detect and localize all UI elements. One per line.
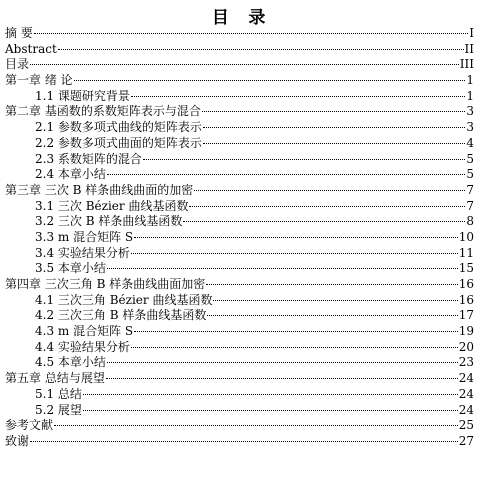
dot-leader <box>131 347 458 348</box>
toc-entry-page: 20 <box>458 339 474 354</box>
toc-entry-page: 5 <box>466 151 474 166</box>
dot-leader <box>134 331 458 332</box>
toc-entry-label: 4.4 实验结果分析 <box>35 339 130 354</box>
toc-entry-page: 7 <box>466 182 474 197</box>
toc-entry-page: 25 <box>458 418 474 433</box>
toc-entry-page: 23 <box>458 355 474 370</box>
toc-entry[interactable] <box>0 261 484 277</box>
toc-entry-page: 15 <box>458 261 474 276</box>
dot-leader <box>202 111 466 112</box>
toc-entry-page: 11 <box>458 245 474 260</box>
toc-entry[interactable] <box>0 308 484 324</box>
toc-entry-page: 24 <box>458 386 474 401</box>
dot-leader <box>143 159 465 160</box>
toc-entry[interactable] <box>0 340 484 356</box>
toc-entry-label: 5.1 总结 <box>35 386 82 401</box>
toc-entry-page: 24 <box>458 371 474 386</box>
toc-entry[interactable] <box>0 183 484 199</box>
dot-leader <box>189 206 465 207</box>
toc-entry-page: 10 <box>458 229 474 244</box>
toc-entry-label: 参考文献 <box>5 418 54 433</box>
toc-entry-page: 1 <box>466 73 474 88</box>
toc-entry-page: 3 <box>466 104 474 119</box>
toc-entry-label: 1.1 课题研究背景 <box>35 88 130 103</box>
toc-entry-page: I <box>469 26 474 40</box>
toc-entry-label: Abstract <box>5 41 57 56</box>
toc-entry[interactable] <box>0 418 484 434</box>
dot-leader <box>106 378 458 379</box>
dot-leader <box>131 253 458 254</box>
toc-entry-page: 17 <box>458 308 474 323</box>
dot-leader <box>107 268 458 269</box>
toc-entry[interactable] <box>0 104 484 120</box>
dot-leader <box>131 96 465 97</box>
toc-entry-page: 1 <box>466 88 474 103</box>
dot-leader <box>134 237 458 238</box>
toc-entry[interactable] <box>0 434 484 450</box>
toc-entry-label: 摘 要 <box>5 26 33 40</box>
toc-entry-page: II <box>464 41 474 56</box>
toc-entry-label: 2.2 参数多项式曲面的矩阵表示 <box>35 135 202 150</box>
toc-entry[interactable] <box>0 403 484 419</box>
toc-entry-page: 3 <box>466 120 474 135</box>
dot-leader <box>54 425 458 426</box>
toc-entry-label: 2.3 系数矩阵的混合 <box>35 151 142 166</box>
dot-leader <box>74 80 466 81</box>
toc-entry-label: 3.2 三次 B 样条曲线基函数 <box>35 214 183 229</box>
toc-entry[interactable] <box>0 26 484 42</box>
toc-entry[interactable] <box>0 277 484 293</box>
dot-leader <box>107 362 458 363</box>
toc-entry-label: 4.3 m 混合矩阵 S <box>35 324 134 339</box>
dot-leader <box>58 49 464 50</box>
toc-entry-page: 19 <box>458 324 474 339</box>
toc-entry-label: 第五章 总结与展望 <box>5 371 105 386</box>
toc-entry-label: 3.1 三次 Bézier 曲线基函数 <box>35 198 189 213</box>
toc-entry-label: 2.1 参数多项式曲线的矩阵表示 <box>35 120 202 135</box>
toc-entry-label: 3.3 m 混合矩阵 S <box>35 229 134 244</box>
toc-entry-label: 4.1 三次三角 Bézier 曲线基函数 <box>35 292 213 307</box>
toc-entry-label: 第二章 基函数的系数矩阵表示与混合 <box>5 104 201 119</box>
dot-leader <box>203 143 465 144</box>
dot-leader <box>183 221 465 222</box>
dot-leader <box>30 441 458 442</box>
toc-entry-page: 7 <box>466 198 474 213</box>
toc-entry-page: III <box>459 57 474 72</box>
dot-leader <box>107 174 465 175</box>
toc-entry-page: 8 <box>466 214 474 229</box>
toc-entry[interactable] <box>0 42 484 58</box>
toc-entry-label: 2.4 本章小结 <box>35 167 106 182</box>
toc-entry[interactable] <box>0 387 484 403</box>
toc-entry[interactable] <box>0 136 484 152</box>
toc-entry-label: 目录 <box>5 57 30 72</box>
toc-entry-page: 16 <box>458 277 474 291</box>
toc-entry[interactable] <box>0 89 484 105</box>
toc-title: 目 录 <box>211 8 273 28</box>
toc-entry[interactable] <box>0 246 484 262</box>
dot-leader <box>30 64 459 65</box>
toc-entry[interactable] <box>0 293 484 309</box>
toc-entry-label: 4.5 本章小结 <box>35 355 106 370</box>
toc-entry[interactable] <box>0 324 484 340</box>
toc-entry-label: 第一章 绪 论 <box>5 73 73 88</box>
toc-entry-label: 4.2 三次三角 B 样条曲线基函数 <box>35 308 207 323</box>
toc-entry[interactable] <box>0 73 484 89</box>
dot-leader <box>213 300 457 301</box>
dot-leader <box>83 410 458 411</box>
toc-entry-page: 16 <box>458 292 474 307</box>
toc-entry[interactable] <box>0 199 484 215</box>
toc-entry[interactable] <box>0 371 484 387</box>
dot-leader <box>207 315 457 316</box>
dot-leader <box>206 284 457 285</box>
toc-entry[interactable] <box>0 167 484 183</box>
toc-entry-page: 5 <box>466 167 474 182</box>
toc-entry[interactable] <box>0 57 484 73</box>
toc-entry[interactable] <box>0 120 484 136</box>
dot-leader <box>194 190 465 191</box>
toc-entry[interactable] <box>0 214 484 230</box>
toc-entry-page: 24 <box>458 402 474 417</box>
table-of-contents <box>0 26 484 450</box>
toc-entry[interactable] <box>0 230 484 246</box>
toc-entry-label: 5.2 展望 <box>35 402 82 417</box>
dot-leader <box>34 33 468 34</box>
toc-entry-label: 第三章 三次 B 样条曲线曲面的加密 <box>5 182 194 197</box>
toc-entry-label: 第四章 三次三角 B 样条曲线曲面加密 <box>5 277 206 291</box>
toc-entry-page: 27 <box>458 433 474 448</box>
toc-entry-label: 3.4 实验结果分析 <box>35 245 130 260</box>
toc-entry[interactable] <box>0 355 484 371</box>
toc-entry-page: 4 <box>466 135 474 150</box>
dot-leader <box>83 394 458 395</box>
toc-entry[interactable] <box>0 152 484 168</box>
toc-entry-label: 3.5 本章小结 <box>35 261 106 276</box>
toc-entry-label: 致谢 <box>5 433 30 448</box>
dot-leader <box>203 127 465 128</box>
